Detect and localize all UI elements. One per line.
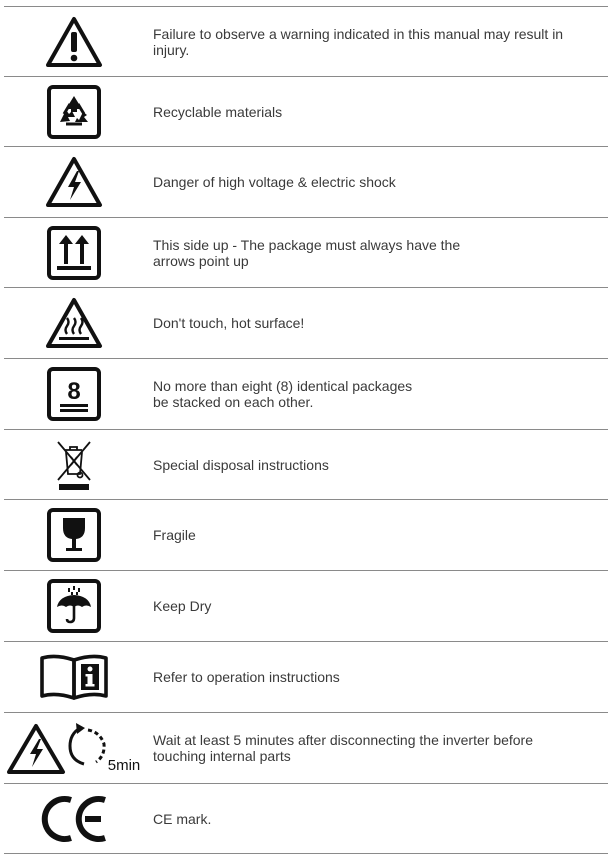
recycle-icon: [46, 84, 102, 140]
keep-dry-icon: [46, 578, 102, 634]
table-row: [4, 359, 608, 430]
symbol-description: CE mark.: [153, 810, 212, 827]
symbol-description: No more than eight (8) identical packages be stacked on each other.: [153, 378, 413, 410]
table-row: [4, 147, 608, 218]
icon-cell: [4, 642, 144, 712]
symbol-description: Wait at least 5 minutes after disconnecting the inverter before touching internal parts: [153, 732, 534, 764]
table-row: [4, 642, 608, 713]
table-row: [4, 784, 608, 854]
symbol-description: This side up - The package must always have the arrows point up: [153, 236, 461, 269]
symbols-table: [4, 6, 608, 854]
icon-cell: [4, 430, 144, 499]
weee-disposal-icon: [54, 438, 94, 492]
high-voltage-icon: [44, 155, 104, 209]
icon-cell: [4, 288, 144, 358]
symbol-description: Fragile: [153, 527, 196, 543]
time-label: 5min: [107, 757, 141, 774]
hot-surface-icon: [44, 296, 104, 350]
icon-cell: [4, 571, 144, 641]
icon-cell: [4, 147, 144, 217]
stacking-limit-icon: [46, 366, 102, 422]
icon-cell: [4, 7, 144, 76]
symbol-description: Special disposal instructions: [153, 456, 329, 473]
wait-5min-icon: [6, 720, 142, 776]
table-row: [4, 288, 608, 359]
this-side-up-icon: [46, 225, 102, 281]
icon-cell: [4, 77, 144, 146]
stack-number: 8: [67, 378, 81, 405]
table-row: [4, 500, 608, 571]
symbol-description: Danger of high voltage & electric shock: [153, 174, 396, 190]
symbol-description: Recyclable materials: [153, 103, 283, 120]
icon-cell: [4, 713, 144, 783]
fragile-icon: [46, 507, 102, 563]
warning-triangle-icon: [44, 15, 104, 69]
table-row: [4, 713, 608, 784]
icon-cell: [4, 784, 144, 853]
refer-manual-icon: [38, 652, 110, 702]
ce-mark-icon: [39, 794, 109, 844]
icon-cell: [4, 359, 144, 429]
icon-cell: [4, 500, 144, 570]
table-row: [4, 77, 608, 147]
table-row: [4, 6, 608, 77]
symbol-description: Failure to observe a warning indicated in this manual may result in injury.: [153, 25, 564, 58]
table-row: [4, 218, 608, 288]
symbol-description: Refer to operation instructions: [153, 669, 340, 685]
table-row: [4, 571, 608, 642]
table-row: [4, 430, 608, 500]
symbol-description: Keep Dry: [153, 598, 212, 614]
icon-cell: [4, 218, 144, 287]
symbol-description: Don't touch, hot surface!: [153, 315, 305, 331]
